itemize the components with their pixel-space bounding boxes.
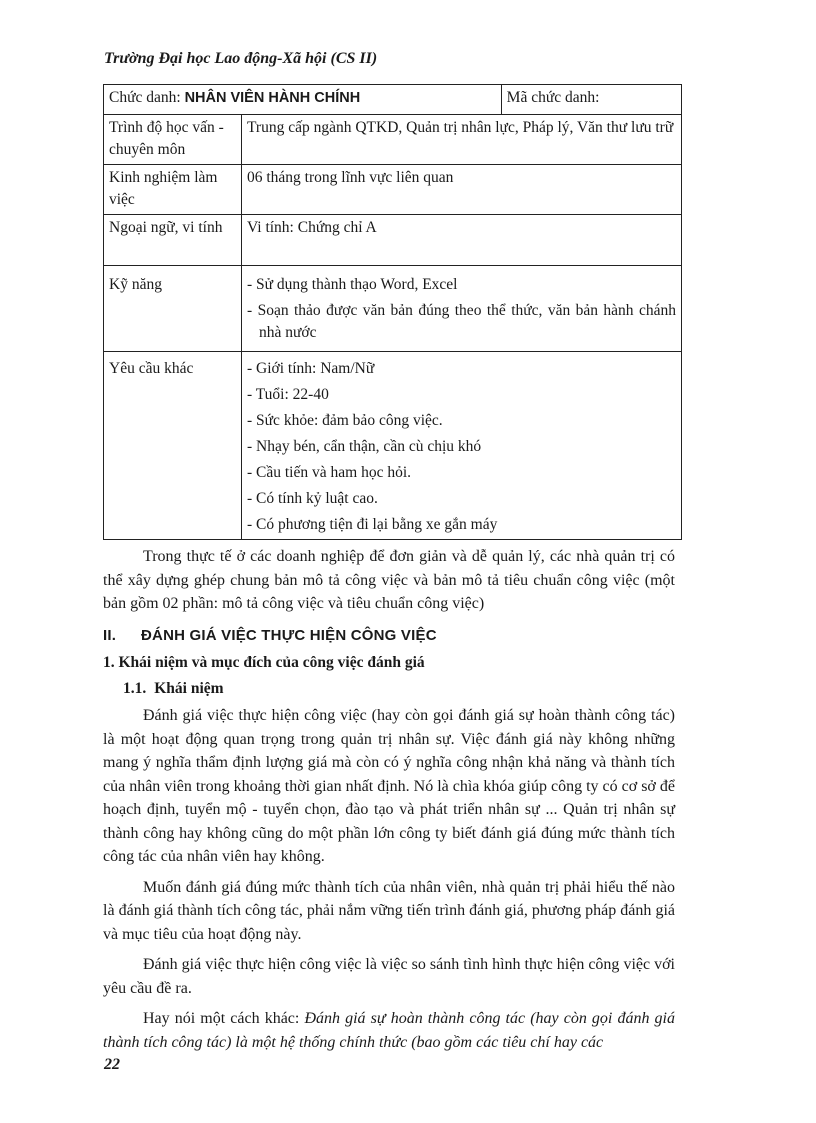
page-number: 22 [104,1056,120,1073]
row-value [242,165,682,215]
table-row [104,215,682,266]
paragraph: Đánh giá việc thực hiện công việc (hay còn gọi đánh giá sự hoàn thành công tác) là một hoạt động quan trọng trong quản trị nhân sự. Việc đánh giá này không những mang ý nghĩa thẩm định lượng giá mà còn có ý nghĩa công nhận khả năng và thành tích của nhân viên trong khoảng thời gian nhất định. Nó là chìa khóa giúp công ty có cơ sở để hoạch định, tuyển mộ - tuyển chọn, đào tạo và phát triển nhân sự ... Quản trị nhân sự thành công hay không cũng do một phần lớn công ty biết đánh giá đúng mức thành tích công tác của nhân viên hay không. [103,707,675,865]
row-line: - Tuổi: 22-40 [247,386,329,403]
row-value [242,266,682,352]
code-label: Mã chức danh: [506,89,600,106]
row-line: - Có phương tiện đi lại bằng xe gắn máy [247,516,498,533]
row-label: Kỹ năng [104,266,242,352]
body-content [103,545,675,1061]
section-number: II. [103,626,117,644]
row-line: Vi tính: Chứng chỉ A [247,219,377,236]
row-line: - Có tính kỷ luật cao. [247,490,378,507]
table-row [104,266,682,352]
table-row [104,352,682,540]
job-standard-table [103,84,682,540]
row-line: - Cầu tiến và ham học hỏi. [247,464,411,481]
table-row [104,115,682,165]
position-value: NHÂN VIÊN HÀNH CHÍNH [184,90,361,106]
subsubsection-number: 1.1. [123,679,147,697]
paragraph-italic: Đánh giá sự hoàn thành công tác (hay còn gọi đánh giá thành tích công tác) là một hệ thống chính thức (bao gồm các tiêu chí hay các [103,1010,676,1051]
row-line: - Giới tính: Nam/Nữ [247,360,375,377]
paragraph [103,1007,675,1054]
row-label: Ngoại ngữ, vi tính [104,215,242,266]
subsubsection-title: Khái niệm [154,679,224,697]
row-label: Trình độ học vấn - chuyên môn [104,115,242,165]
paragraph: Đánh giá việc thực hiện công việc là việc so sánh tình hình thực hiện công việc với yêu cầu đề ra. [103,956,675,997]
section-title: ĐÁNH GIÁ VIỆC THỰC HIỆN CÔNG VIỆC [141,626,437,644]
position-label: Chức danh: [109,89,181,106]
code-cell [501,85,681,115]
subsection-heading: 1. Khái niệm và mục đích của công việc đánh giá [103,654,425,671]
row-line: - Soạn thảo được văn bản đúng theo thể thức, văn bản hành chánh nhà nước [247,302,676,341]
row-value [242,352,682,540]
row-value [242,215,682,266]
row-label: Kinh nghiệm làm việc [104,165,242,215]
paragraph-lead: Hay nói một cách khác: [143,1010,305,1027]
intro-paragraph: Trong thực tế ở các doanh nghiệp để đơn giản và dễ quản lý, các nhà quản trị có thể xây dựng ghép chung bản mô tả công việc và bản mô tả tiêu chuẩn công việc (một bản gồm 02 phần: mô tả công việc và tiêu chuẩn công việc) [103,548,675,612]
row-line: - Sử dụng thành thạo Word, Excel [247,276,458,293]
running-head: Trường Đại học Lao động-Xã hội (CS II) [104,50,378,67]
table-title-row [104,85,682,115]
row-value [242,115,682,165]
paragraph: Muốn đánh giá đúng mức thành tích của nhân viên, nhà quản trị phải hiểu thế nào là đánh giá thành tích công tác, phải nắm vững tiến trình đánh giá, phương pháp đánh giá và mục tiêu của hoạt động này. [103,878,675,943]
subsubsection-heading [123,677,675,701]
row-label: Yêu cầu khác [104,352,242,540]
row-line: 06 tháng trong lĩnh vực liên quan [247,169,454,186]
table-row [104,165,682,215]
row-line: - Nhạy bén, cẩn thận, cần cù chịu khó [247,438,482,455]
row-line: - Sức khỏe: đảm bảo công việc. [247,412,443,429]
section-heading [103,624,675,648]
position-cell [104,85,502,115]
row-line: Trung cấp ngành QTKD, Quản trị nhân lực, Pháp lý, Văn thư lưu trữ [247,119,674,136]
